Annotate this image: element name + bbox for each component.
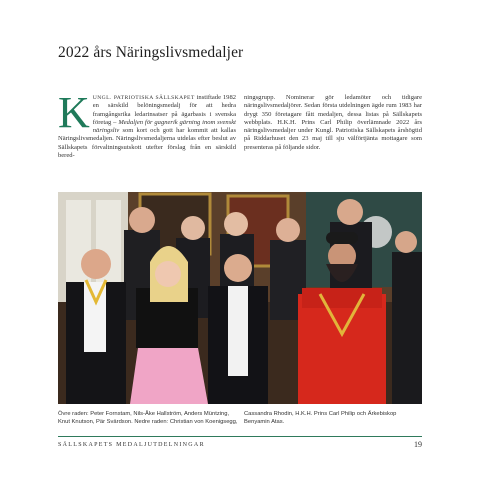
article-column-1 [58, 88, 237, 160]
article-column-2 [244, 94, 422, 160]
footer-section-title: SÄLLSKAPETS MEDALJUTDELNINGAR [58, 442, 205, 448]
photo-caption-right: Cassandra Rhodin, H.K.H. Prins Carl Philip och Ärkebiskop Benyamin Atas. [244, 411, 397, 425]
group-photo-illustration [58, 192, 422, 404]
footer-divider [58, 436, 422, 437]
article-body [58, 88, 422, 160]
paragraph-part-b: som kort och gott har kommit att kallas Näringslivsmedaljen. Näringslivsmedaljerna utdelas efter beslut av Sällskapets förvaltningsutskott utefter förslag från en särskild bered- [58, 127, 236, 159]
paragraph-column-2: ningsgrupp. Nominerar gör ledamöter och tidigare näringslivsmedaljörer. Sedan första utdelningen ägde rum 1983 har drygt 350 företagare fått medaljen, dessa listas på Sällskapets webbplats. H.K.H. Prins Carl Philip överlämnade 2022 års näringslivsmedaljer under Kungl. Patriotiska Sällskapets årshögtid på Riddarhuset den 23 maj till sju välförtjänta mottagare som presenteras på följande sidor. [244, 94, 422, 151]
drop-cap: K [58, 88, 90, 137]
group-photo [58, 192, 422, 404]
photo-caption-left: Övre raden: Peter Fornstam, Nils-Åke Hallström, Anders Müntzing, Knut Knutson, Pär Svärdson. Nedre raden: Christian von Koenigsegg, [58, 411, 238, 425]
medal-name-italic: Medaljen för gagnerik gärning inom svenskt näringsliv [92, 118, 236, 134]
page-title: 2022 års Näringslivsmedaljer [58, 44, 244, 62]
lead-smallcaps: UNGL. PATRIOTISKA SÄLLSKAPET [92, 95, 195, 101]
paragraph-part-a: instiftade 1982 en särskild belöningsmedalj för att hedra framgångsrika ledarinsatser på ägarbasis i svenska företag – [92, 94, 237, 126]
page-number: 19 [414, 440, 422, 449]
